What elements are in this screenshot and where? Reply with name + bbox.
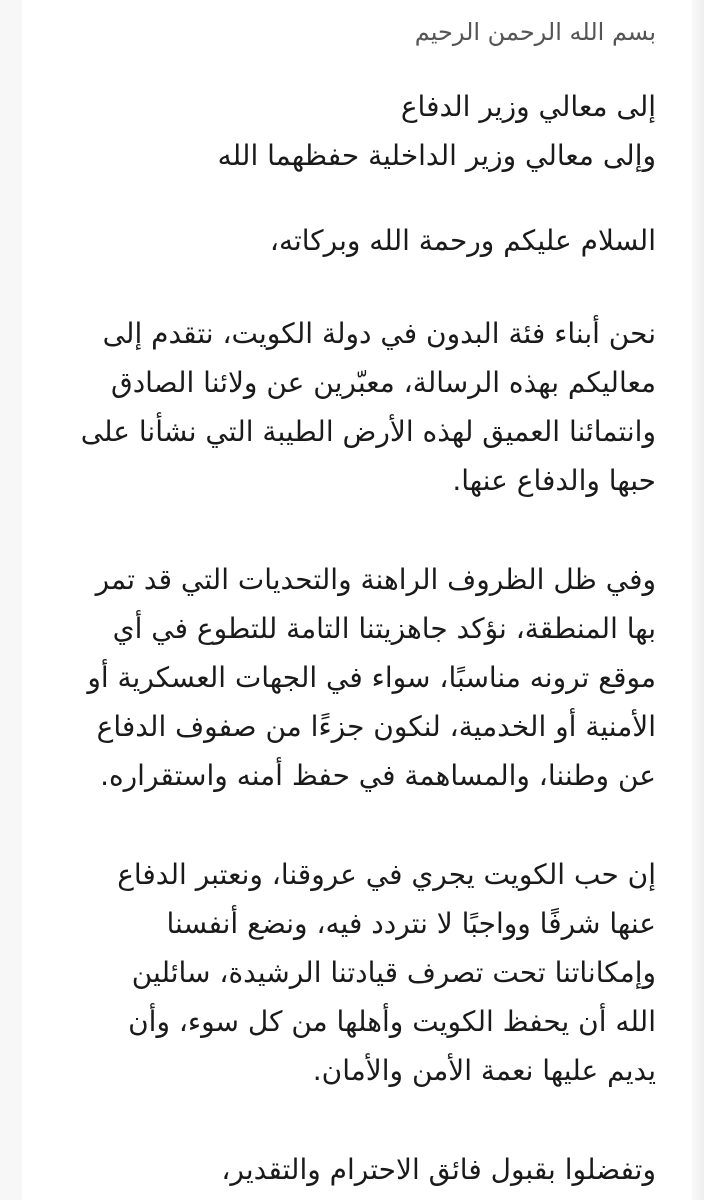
- paragraph3-line: يديم عليها نعمة الأمن والأمان.: [312, 1054, 656, 1087]
- paragraph3-line: عنها شرفًا وواجبًا لا نتردد فيه، ونضع أنفسنا: [166, 907, 656, 940]
- greeting: السلام عليكم ورحمة الله وبركاته،: [269, 224, 656, 257]
- closing: وتفضلوا بقبول فائق الاحترام والتقدير،: [221, 1153, 656, 1186]
- paragraph3-line: إن حب الكويت يجري في عروقنا، ونعتبر الدفاع: [117, 858, 656, 891]
- paragraph2-line: موقع ترونه مناسبًا، سواء في الجهات العسكرية أو: [87, 661, 656, 694]
- paragraph3-line: وإمكاناتنا تحت تصرف قيادتنا الرشيدة، سائلين: [131, 956, 656, 989]
- paragraph1-line: معاليكم بهذه الرسالة، معبّرين عن ولائنا الصادق: [110, 366, 656, 399]
- address-line-1: إلى معالي وزير الدفاع: [400, 90, 656, 123]
- paragraph2-line: بها المنطقة، نؤكد جاهزيتنا التامة للتطوع في أي: [112, 612, 656, 645]
- address-line-2: وإلى معالي وزير الداخلية حفظهما الله: [217, 139, 656, 172]
- paragraph2-line: عن وطننا، والمساهمة في حفظ أمنه واستقراره.: [100, 759, 656, 792]
- right-edge-shadow: [694, 0, 704, 1200]
- paragraph1-line: وانتمائنا العميق لهذه الأرض الطيبة التي نشأنا على: [80, 415, 656, 448]
- paragraph1-line: حبها والدفاع عنها.: [452, 464, 656, 497]
- basmala: بسم الله الرحمن الرحيم: [414, 18, 656, 46]
- paragraph3-line: الله أن يحفظ الكويت وأهلها من كل سوء، وأن: [128, 1005, 656, 1038]
- letter-body: [56, 14, 656, 1194]
- paragraph2-line: الأمنية أو الخدمية، لنكون جزءًا من صفوف الدفاع: [96, 710, 656, 743]
- paragraph2-line: وفي ظل الظروف الراهنة والتحديات التي قد تمر: [95, 563, 656, 596]
- paragraph1-line: نحن أبناء فئة البدون في دولة الكويت، نتقدم إلى: [102, 317, 656, 350]
- letter-page: [22, 0, 692, 1200]
